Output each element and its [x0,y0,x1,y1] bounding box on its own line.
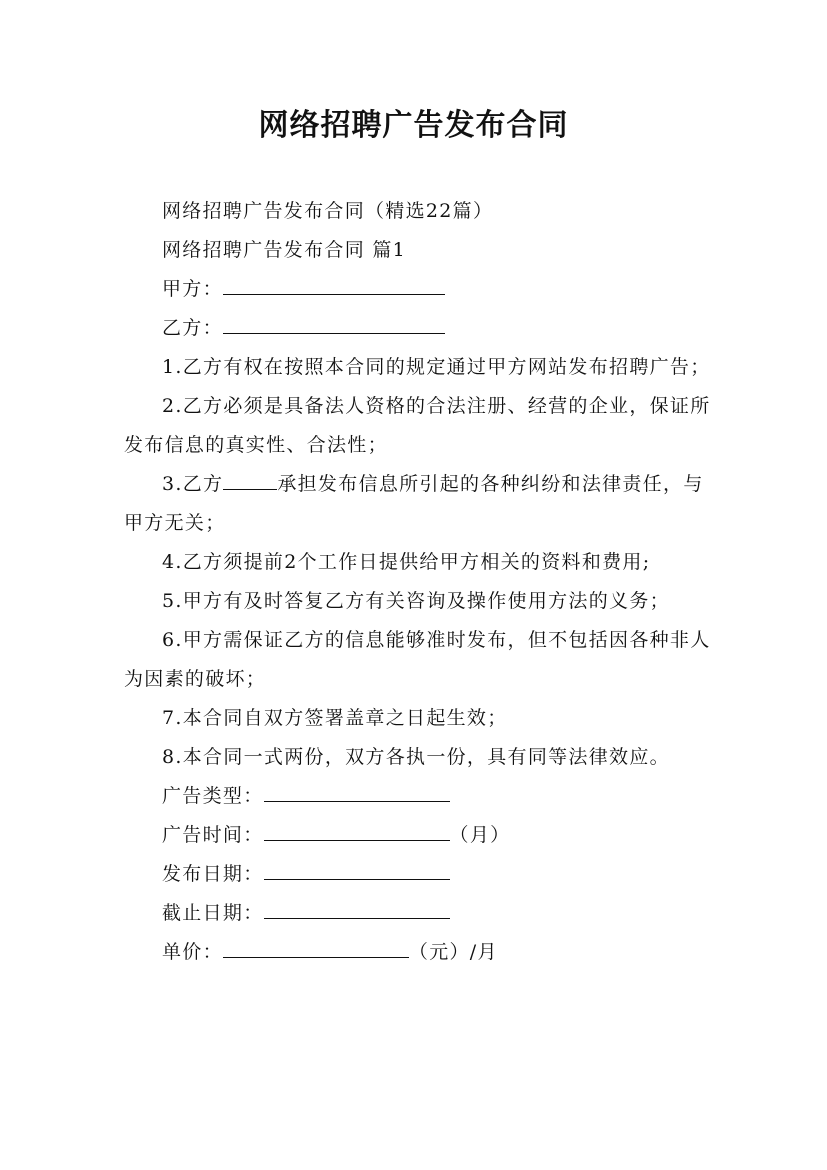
clause-4: 4.乙方须提前2个工作日提供给甲方相关的资料和费用; [162,551,651,573]
ad-time-suffix: （月） [449,824,511,846]
document-body [124,192,714,972]
publish-date-line [124,855,714,894]
document-title: 网络招聘广告发布合同 [258,108,569,143]
clause-3-text: 承担发布信息所引起的各种纠纷和法律责任，与甲方无关； [124,473,704,534]
clause-3-blank [223,469,277,490]
end-date-blank [264,898,450,919]
party-a-line [124,270,714,309]
ad-time-blank [264,820,450,841]
clause-8: 8.本合同一式两份，双方各执一份，具有同等法律效应。 [162,746,670,768]
ad-type-label: 广告类型： [162,785,264,807]
end-date-line [124,894,714,933]
clause-3-prefix: 3.乙方 [162,473,224,495]
document-subtitle: 网络招聘广告发布合同（精选22篇） [162,200,494,222]
party-b-blank [223,313,445,334]
party-b-label: 乙方： [162,317,223,339]
article-heading: 网络招聘广告发布合同 篇1 [162,239,407,261]
party-a-label: 甲方： [162,278,223,300]
clause-6: 6.甲方需保证乙方的信息能够准时发布，但不包括因各种非人为因素的破坏； [124,629,711,690]
publish-date-blank [264,859,450,880]
clause-7: 7.本合同自双方签署盖章之日起生效； [162,707,508,729]
publish-date-label: 发布日期： [162,863,264,885]
party-b-line [124,309,714,348]
unit-price-blank [223,937,409,958]
ad-time-line [124,816,714,855]
clause-5: 5.甲方有及时答复乙方有关咨询及操作使用方法的义务； [162,590,670,612]
ad-type-line [124,777,714,816]
end-date-label: 截止日期： [162,902,264,924]
ad-type-blank [264,781,450,802]
clause-3 [124,465,714,543]
unit-price-suffix: （元）/月 [408,941,498,963]
ad-time-label: 广告时间： [162,824,264,846]
clause-1: 1.乙方有权在按照本合同的规定通过甲方网站发布招聘广告； [162,356,711,378]
unit-price-line [124,933,714,972]
clause-2: 2.乙方必须是具备法人资格的合法注册、经营的企业，保证所发布信息的真实性、合法性； [124,395,711,456]
unit-price-label: 单价： [162,941,223,963]
party-a-blank [223,274,445,295]
